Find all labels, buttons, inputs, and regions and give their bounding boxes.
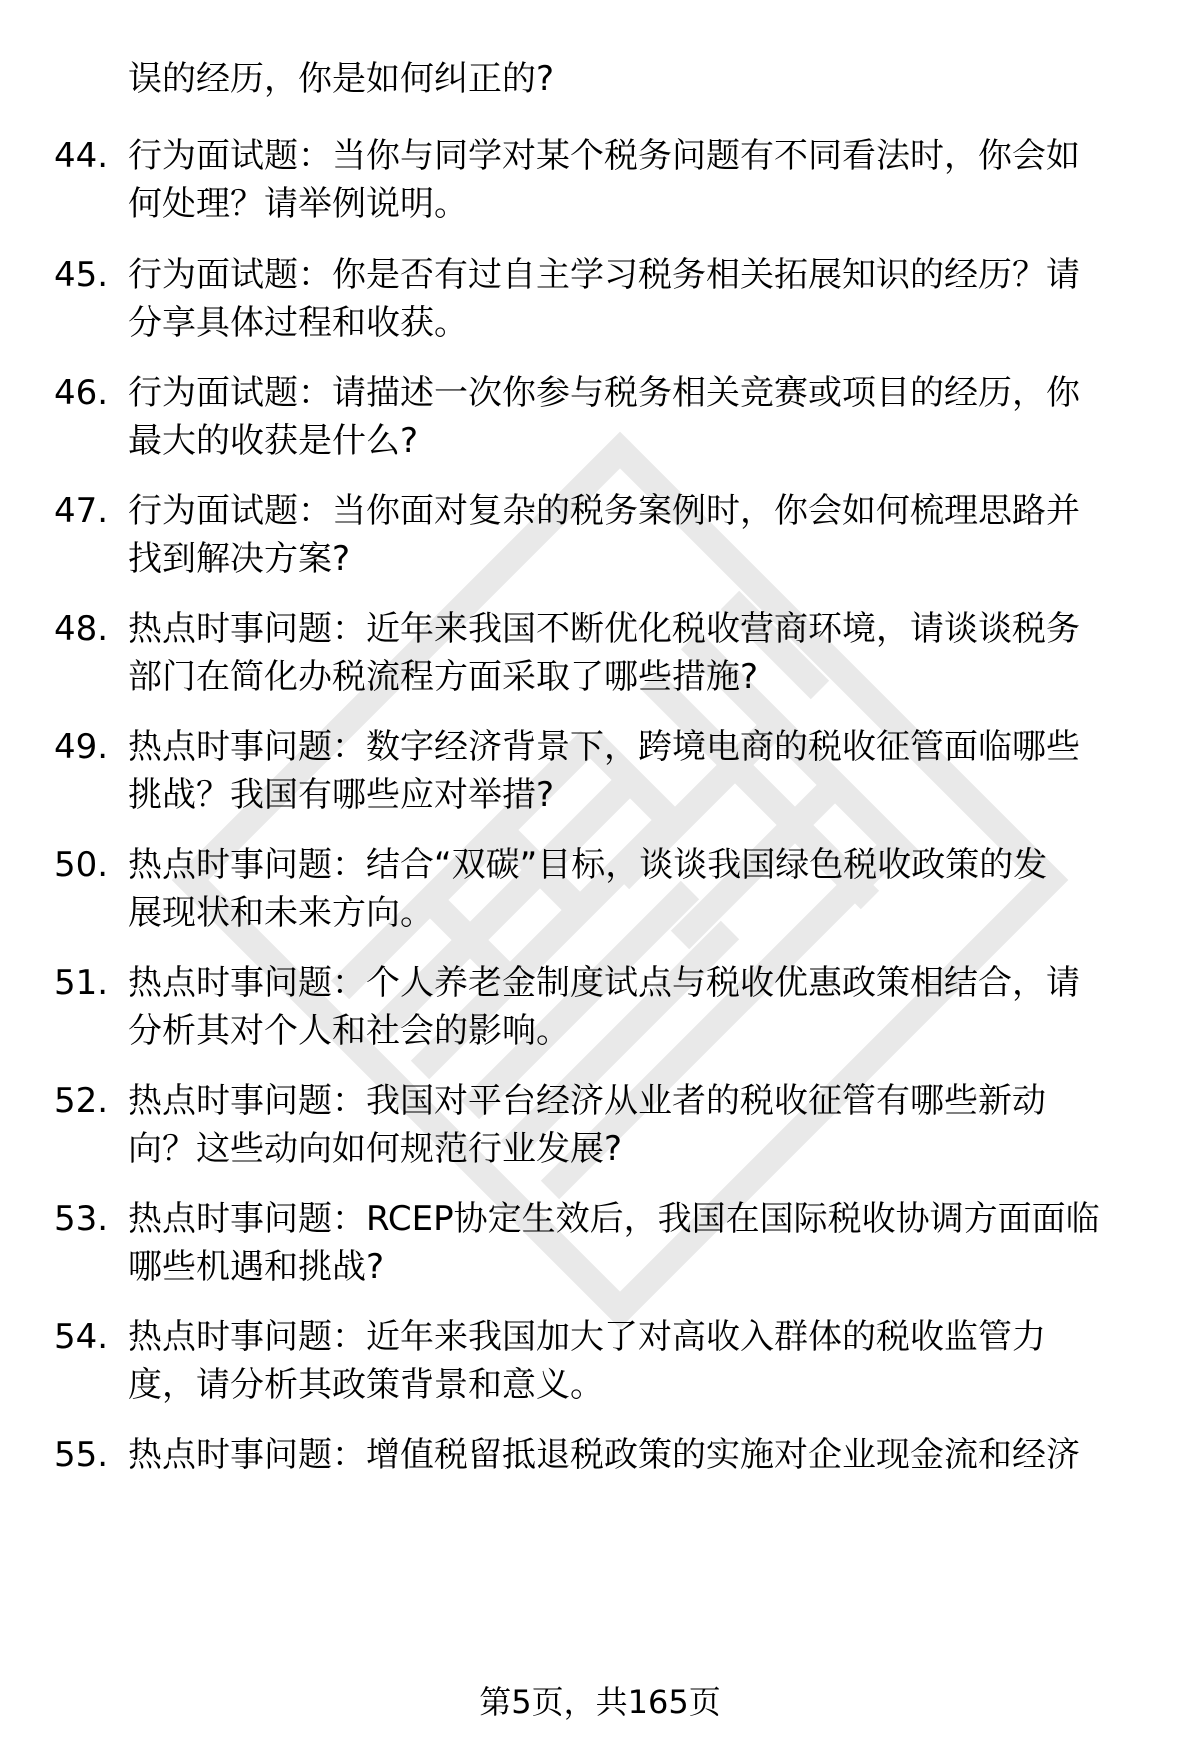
item-text-line: 部门在简化办税流程方面采取了哪些措施? <box>128 657 759 697</box>
item-text <box>128 369 1158 465</box>
item-number: 54. <box>54 1317 109 1357</box>
item-text <box>128 723 1158 819</box>
item-number: 47. <box>54 491 109 531</box>
item-text <box>128 55 1158 103</box>
item-text <box>128 1431 1158 1479</box>
item-text-line: 热点时事问题：数字经济背景下，跨境电商的税收征管面临哪些 <box>128 727 1080 767</box>
item-text-line: 展现状和未来方向。 <box>128 893 434 933</box>
item-text <box>128 1313 1158 1409</box>
item-text <box>128 959 1158 1055</box>
item-text-line: 误的经历，你是如何纠正的? <box>128 59 555 99</box>
item-text-line: 哪些机遇和挑战? <box>128 1247 385 1287</box>
item-text-line: 何处理？请举例说明。 <box>128 184 468 224</box>
item-number: 52. <box>54 1081 109 1121</box>
item-text-line: 热点时事问题：增值税留抵退税政策的实施对企业现金流和经济 <box>128 1435 1080 1475</box>
item-text <box>128 841 1158 937</box>
item-text <box>128 487 1158 583</box>
item-text-line: 热点时事问题：我国对平台经济从业者的税收征管有哪些新动 <box>128 1081 1046 1121</box>
item-text-line: 行为面试题：当你与同学对某个税务问题有不同看法时，你会如 <box>128 136 1080 176</box>
item-text <box>128 605 1158 701</box>
item-text-line: 行为面试题：请描述一次你参与税务相关竞赛或项目的经历，你 <box>128 373 1080 413</box>
item-text-line: 分析其对个人和社会的影响。 <box>128 1011 570 1051</box>
item-text <box>128 1195 1158 1291</box>
item-text-line: 行为面试题：你是否有过自主学习税务相关拓展知识的经历？请 <box>128 255 1080 295</box>
item-text-line: 分享具体过程和收获。 <box>128 303 468 343</box>
item-text-line: 最大的收获是什么? <box>128 421 419 461</box>
item-number: 49. <box>54 727 109 767</box>
item-number: 44. <box>54 136 109 176</box>
item-text-line: 向？这些动向如何规范行业发展? <box>128 1129 623 1169</box>
item-text <box>128 1077 1158 1173</box>
item-text <box>128 132 1158 228</box>
item-text <box>128 251 1158 347</box>
item-number: 51. <box>54 963 109 1003</box>
item-number: 48. <box>54 609 109 649</box>
item-text-line: 热点时事问题：近年来我国加大了对高收入群体的税收监管力 <box>128 1317 1046 1357</box>
item-text-line: 行为面试题：当你面对复杂的税务案例时，你会如何梳理思路并 <box>128 491 1080 531</box>
item-number: 46. <box>54 373 109 413</box>
item-number: 53. <box>54 1199 109 1239</box>
item-text-line: 热点时事问题：个人养老金制度试点与税收优惠政策相结合，请 <box>128 963 1080 1003</box>
item-text-line: 挑战？我国有哪些应对举措? <box>128 775 555 815</box>
item-text-line: 热点时事问题：RCEP协定生效后，我国在国际税收协调方面面临 <box>128 1199 1100 1239</box>
item-text-line: 热点时事问题：近年来我国不断优化税收营商环境，请谈谈税务 <box>128 609 1080 649</box>
item-text-line: 度，请分析其政策背景和意义。 <box>128 1365 604 1405</box>
item-number: 45. <box>54 255 109 295</box>
item-number: 50. <box>54 845 109 885</box>
item-text-line: 找到解决方案? <box>128 539 351 579</box>
item-number: 55. <box>54 1435 109 1475</box>
item-text-line: 热点时事问题：结合“双碳”目标，谈谈我国绿色税收政策的发 <box>128 845 1048 885</box>
page-footer: 第5页，共165页 <box>479 1683 721 1721</box>
